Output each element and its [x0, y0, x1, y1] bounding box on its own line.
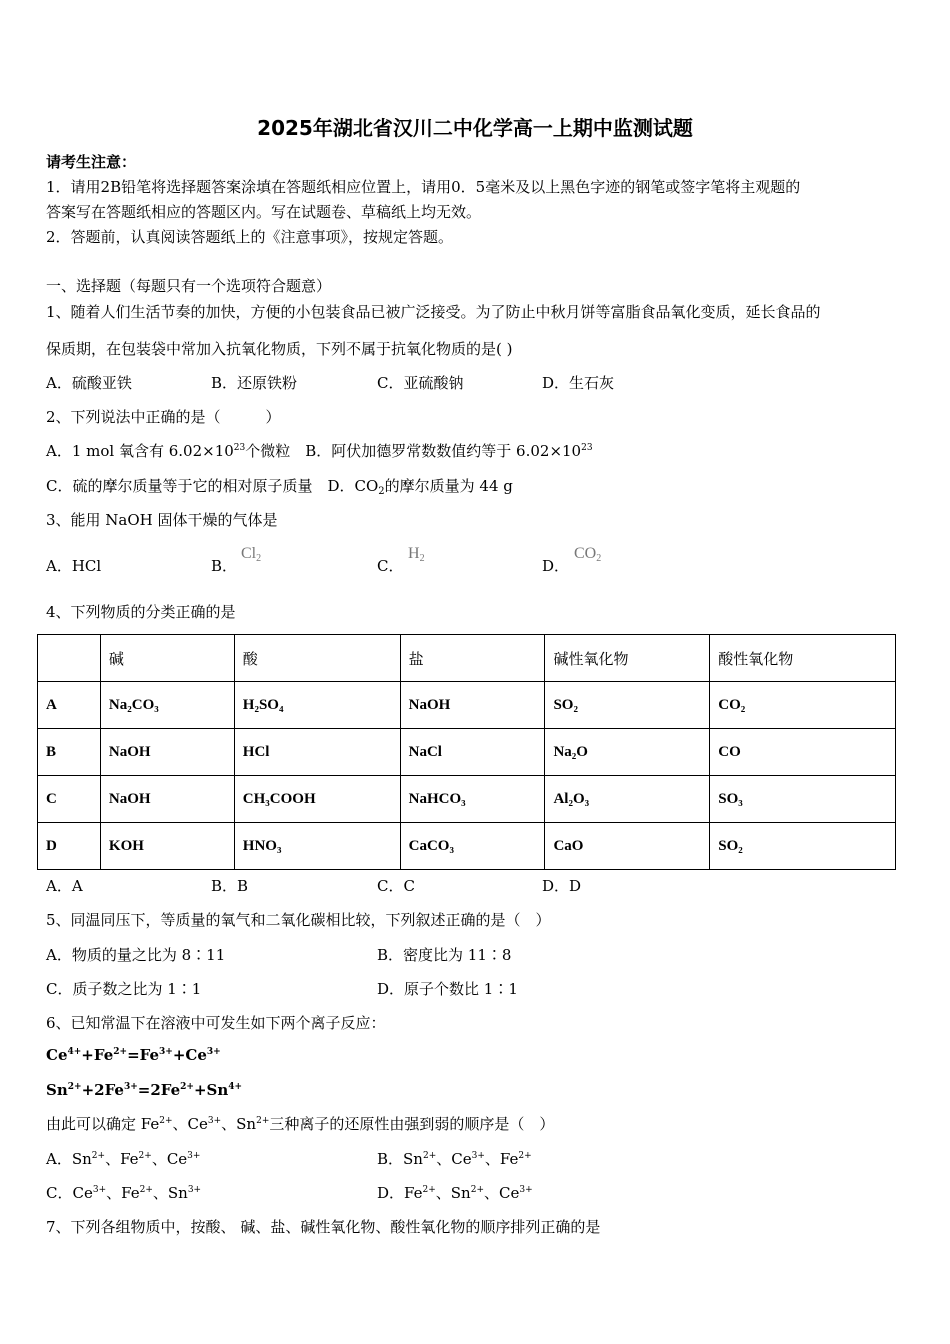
question-6-stem: 6、已知常温下在溶液中可发生如下两个离子反应： [46, 1014, 386, 1032]
notice-item-2: 2．答题前，认真阅读答题纸上的《注意事项》，按规定答题。 [46, 228, 454, 246]
q1-option-b: B．还原铁粉 [211, 374, 298, 392]
table-header-cell: 酸性氧化物 [710, 635, 896, 682]
table-cell: Na₂O [545, 729, 710, 776]
table-cell: Na₂CO₃ [100, 682, 234, 729]
q3-option-b-formula: $Cl_2$ [241, 545, 262, 564]
page-title: 2025年湖北省汉川二中化学高一上期中监测试题 [257, 116, 693, 140]
question-6-prompt: 由此可以确定 $Fe^{2+}$、$Ce^{3+}$、$Sn^{2+}$三种离子的还原性由强到弱的顺序是（ ） [46, 1115, 555, 1133]
q4-option-a: A．A [46, 877, 83, 895]
q3-option-b-label: B． [211, 557, 238, 575]
q3-option-c-formula: $H_2$ [408, 545, 425, 564]
table-cell: Al₂O₃ [545, 776, 710, 823]
q3-option-d-formula: $CO_2$ [574, 545, 602, 564]
table-cell: SO₃ [710, 776, 896, 823]
table-header-cell: 碱 [100, 635, 234, 682]
q1-option-c: C．亚硫酸钠 [377, 374, 464, 392]
table-row [38, 682, 896, 729]
table-cell: B [38, 729, 101, 776]
table-cell: NaOH [100, 729, 234, 776]
notice-item-1a: 1．请用2B铅笔将选择题答案涂填在答题纸相应位置上，请用0．5毫米及以上黑色字迹的钢笔或签字笔将主观题的 [46, 178, 801, 196]
table-cell: D [38, 823, 101, 870]
q1-option-d: D．生石灰 [542, 374, 615, 392]
q2-options-cd: C．硫的摩尔质量等于它的相对原子质量 D．$CO_2$的摩尔质量为 44 g [46, 477, 513, 497]
table-header-cell: 碱性氧化物 [545, 635, 710, 682]
q6-option-d: D．$Fe^{2+}$、$Sn^{2+}$、$Ce^{3+}$ [377, 1184, 533, 1202]
q3-option-d-label: D． [542, 557, 570, 575]
q1-option-a: A．硫酸亚铁 [46, 374, 132, 392]
table-cell: CaCO₃ [400, 823, 545, 870]
q3-option-c-label: C． [377, 557, 404, 575]
table-cell: NaCl [400, 729, 545, 776]
reaction-1: $Ce^{4+}+Fe^{2+}=Fe^{3+}+Ce^{3+}$ [46, 1046, 221, 1064]
table-cell: A [38, 682, 101, 729]
reaction-2: $Sn^{2+}+2Fe^{3+}=2Fe^{2+}+Sn^{4+}$ [46, 1081, 243, 1099]
table-cell: C [38, 776, 101, 823]
table-cell: CO₂ [710, 682, 896, 729]
q5-option-a: A．物质的量之比为 8∶11 [46, 946, 226, 964]
q4-option-c: C．C [377, 877, 415, 895]
table-cell: H₂SO₄ [234, 682, 400, 729]
q2-options-ab: A．1 mol 氧含有 $6.02\times 10^{23}$个微粒 B．阿伏加德罗常数数值约等于 $6.02\times 10^{23}$ [46, 442, 593, 460]
q5-option-c: C．质子数之比为 1∶1 [46, 980, 202, 998]
question-3-stem: 3、能用 NaOH 固体干燥的气体是 [46, 511, 278, 529]
q4-option-b: B．B [211, 877, 249, 895]
table-cell: CH₃COOH [234, 776, 400, 823]
table-cell: NaHCO₃ [400, 776, 545, 823]
q4-option-d: D．D [542, 877, 582, 895]
q5-option-d: D．原子个数比 1∶1 [377, 980, 518, 998]
question-7-stem: 7、下列各组物质中，按酸、 碱、盐、碱性氧化物、酸性氧化物的顺序排列正确的是 [46, 1218, 601, 1236]
q3-option-a: A．HCl [46, 557, 102, 575]
table-cell: SO₂ [545, 682, 710, 729]
table-header-cell: 盐 [400, 635, 545, 682]
notice-heading: 请考生注意： [46, 153, 137, 171]
table-header-cell [38, 635, 101, 682]
table-cell: SO₂ [710, 823, 896, 870]
table-cell: HNO₃ [234, 823, 400, 870]
notice-item-1b: 答案写在答题纸相应的答题区内。写在试题卷、草稿纸上均无效。 [46, 203, 482, 221]
q5-option-b: B．密度比为 11∶8 [377, 946, 512, 964]
question-1-stem-line2: 保质期，在包装袋中常加入抗氧化物质，下列不属于抗氧化物质的是( ) [46, 340, 513, 358]
question-4-stem: 4、下列物质的分类正确的是 [46, 603, 236, 621]
q6-option-c: C．$Ce^{3+}$、$Fe^{2+}$、$Sn^{3+}$ [46, 1184, 202, 1202]
section-heading: 一、选择题（每题只有一个选项符合题意） [46, 277, 332, 295]
table-cell: CaO [545, 823, 710, 870]
q6-option-b: B．$Sn^{2+}$、$Ce^{3+}$、$Fe^{2+}$ [377, 1150, 532, 1168]
question-5-stem: 5、同温同压下，等质量的氧气和二氧化碳相比较，下列叙述正确的是（ ） [46, 911, 551, 929]
table-cell: CO [710, 729, 896, 776]
table-row [38, 729, 896, 776]
q6-option-a: A．$Sn^{2+}$、$Fe^{2+}$、$Ce^{3+}$ [46, 1150, 201, 1168]
table-cell: NaOH [400, 682, 545, 729]
table-row [38, 776, 896, 823]
table-cell: HCl [234, 729, 400, 776]
table-header-row [38, 635, 896, 682]
question-1-stem-line1: 1、随着人们生活节奏的加快，方便的小包装食品已被广泛接受。为了防止中秋月饼等富脂食品氧化变质，延长食品的 [46, 303, 821, 321]
table-cell: NaOH [100, 776, 234, 823]
classification-table [37, 634, 896, 870]
table-header-cell: 酸 [234, 635, 400, 682]
table-cell: KOH [100, 823, 234, 870]
question-2-stem: 2、下列说法中正确的是（ ） [46, 408, 281, 426]
table-row [38, 823, 896, 870]
